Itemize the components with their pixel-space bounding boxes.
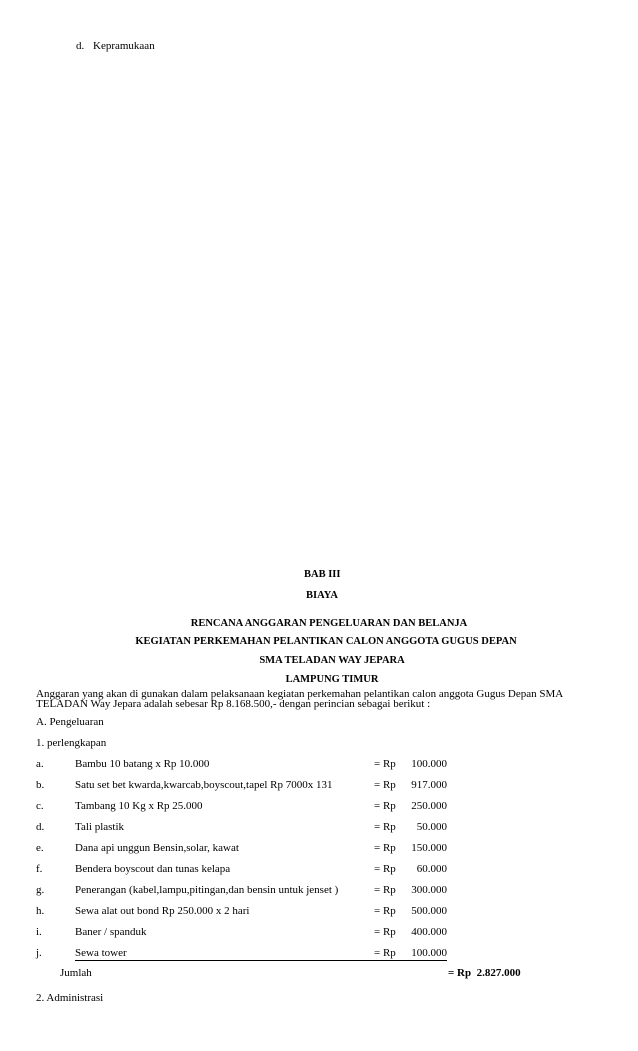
- total-label: Jumlah: [60, 967, 92, 979]
- item-currency: = Rp: [374, 947, 396, 959]
- intro-paragraph: Anggaran yang akan di gunakan dalam pelaksanaan kegiatan perkemahan pelantikan calon anggota Gugus Depan SMA TELADAN Way Jepara adalah sebesar Rp 8.168.500,- dengan perincian sebagai berikut :: [36, 688, 563, 710]
- item-description: Tali plastik: [75, 821, 125, 833]
- item-letter: c.: [36, 800, 44, 812]
- item-amount: 250.000: [411, 800, 447, 812]
- heading-line-2: KEGIATAN PERKEMAHAN PELANTIKAN CALON ANGGOTA GUGUS DEPAN: [135, 636, 517, 647]
- top-item-text: Kepramukaan: [93, 40, 155, 52]
- item-description: Dana api unggun Bensin,solar, kawat: [75, 842, 239, 854]
- item-amount: 400.000: [411, 926, 447, 938]
- item-amount: 100.000: [411, 947, 447, 959]
- top-list-item: [76, 40, 155, 52]
- list-item: [36, 905, 596, 919]
- item-description: Tambang 10 Kg x Rp 25.000: [75, 800, 203, 812]
- item-currency: = Rp: [374, 800, 396, 812]
- item-letter: f.: [36, 863, 43, 875]
- item-letter: j.: [36, 947, 42, 959]
- item-letter: b.: [36, 779, 45, 791]
- item-letter: a.: [36, 758, 44, 770]
- item-currency: = Rp: [374, 779, 396, 791]
- item-amount: 60.000: [416, 863, 447, 875]
- item-currency: = Rp: [374, 884, 396, 896]
- subsection-1-heading: 1. perlengkapan: [36, 737, 107, 749]
- item-letter: d.: [36, 821, 45, 833]
- heading-line-1: RENCANA ANGGARAN PENGELUARAN DAN BELANJA: [190, 618, 468, 629]
- item-description: Penerangan (kabel,lampu,pitingan,dan bensin untuk jenset ): [75, 884, 339, 896]
- item-letter: g.: [36, 884, 45, 896]
- heading-line-3: SMA TELADAN WAY JEPARA: [259, 655, 405, 666]
- item-description: Baner / spanduk: [75, 926, 147, 938]
- item-amount: 500.000: [411, 905, 447, 917]
- top-item-letter: d.: [76, 40, 85, 52]
- list-item: [36, 800, 596, 814]
- item-amount: 917.000: [411, 779, 447, 791]
- list-item: [36, 842, 596, 856]
- item-currency: = Rp: [374, 905, 396, 917]
- list-item: [36, 947, 596, 961]
- item-currency: = Rp: [374, 821, 396, 833]
- item-letter: h.: [36, 905, 45, 917]
- list-item: [36, 779, 596, 793]
- subsection-2-heading: 2. Administrasi: [36, 992, 104, 1004]
- heading-line-4: LAMPUNG TIMUR: [285, 674, 379, 685]
- item-amount: 100.000: [411, 758, 447, 770]
- item-letter: e.: [36, 842, 44, 854]
- item-currency: = Rp: [374, 863, 396, 875]
- section-a-heading: A. Pengeluaran: [36, 716, 104, 728]
- list-item: [36, 884, 596, 898]
- list-item: [36, 821, 596, 835]
- chapter-title: BIAYA: [306, 590, 338, 601]
- item-description: Bambu 10 batang x Rp 10.000: [75, 758, 210, 770]
- item-amount: 150.000: [411, 842, 447, 854]
- item-description: Bendera boyscout dan tunas kelapa: [75, 863, 231, 875]
- item-description: Sewa alat out bond Rp 250.000 x 2 hari: [75, 905, 250, 917]
- item-amount: 300.000: [411, 884, 447, 896]
- item-currency: = Rp: [374, 842, 396, 854]
- item-currency: = Rp: [374, 926, 396, 938]
- list-item: [36, 926, 596, 940]
- item-letter: i.: [36, 926, 42, 938]
- list-item: [36, 863, 596, 877]
- total-value: = Rp 2.827.000: [448, 967, 521, 979]
- item-currency: = Rp: [374, 758, 396, 770]
- item-description: Satu set bet kwarda,kwarcab,boyscout,tapel Rp 7000x 131: [75, 779, 333, 791]
- list-item: [36, 758, 596, 772]
- item-amount: 50.000: [416, 821, 447, 833]
- chapter-number: BAB III: [304, 569, 341, 580]
- item-description: Sewa tower: [75, 947, 374, 961]
